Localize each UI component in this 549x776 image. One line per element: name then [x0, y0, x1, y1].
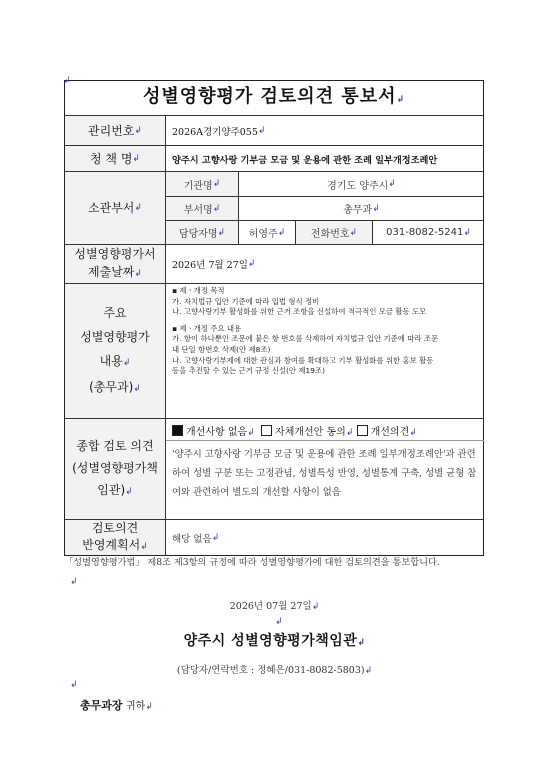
paragraph-mark: ↲ — [70, 577, 78, 587]
checkbox-none[interactable] — [172, 425, 183, 436]
mgmt-no-value: 2026A경기양주055 ↲ — [172, 125, 266, 138]
plan-label: 검토의견 반영계획서↲ — [65, 520, 165, 555]
paragraph-mark: ↲ — [275, 617, 283, 627]
content-line: 나. 고향사랑기부 활성화를 위한 근거 조항을 신설하여 적극적인 모금 활동 도모 — [172, 307, 427, 317]
phone-label: 전화번호 ↲ — [296, 221, 372, 244]
checkbox-self[interactable] — [261, 425, 272, 436]
content-line: 가. 자치법규 입안 기준에 따라 입법 형식 정비 — [172, 296, 320, 306]
mgmt-no-label: 관리번호 ↲ — [65, 116, 165, 145]
opinion-text: '양주시 고향사랑 기부금 모금 및 운용에 관한 조례 일부개정조례안'과 관련하여 성별 구분 또는 고정관념, 성별특성 반영, 성별통계 구축, 성별 균형 참여와 관련하여 별도의 개선할 사항이 없음 — [172, 449, 477, 498]
policy-value: 양주시 고향사랑 기부금 모금 및 운용에 관한 조례 일부개정조례안 — [172, 154, 438, 166]
manager-value: 허영주 ↲ — [248, 227, 286, 240]
agency-value: 경기도 양주시 ↲ — [327, 179, 396, 192]
checkbox-opinion-label: 개선의견 — [370, 427, 410, 438]
checkbox-self-label: 자체개선안 동의 — [275, 427, 346, 438]
content-line: 등을 추진할 수 있는 근거 규정 신설(안 제19조) — [172, 366, 325, 376]
row-divider — [165, 440, 484, 441]
recipient: 총무과장 귀하↲ — [80, 699, 153, 712]
submit-date-label: 성별영향평가서 제출날짜↲ — [65, 245, 165, 283]
policy-label: 청 책 명 ↲ — [65, 146, 165, 171]
content-line: 내 단일 항번호 삭제(안 제8조) — [172, 344, 271, 354]
content-line: 나. 고향사랑기부제에 대한 관심과 참여를 확대하고 기부 활성화를 위한 홍보 활동 — [172, 355, 434, 365]
division-value: 총무과 ↲ — [343, 203, 380, 216]
checkbox-none-label: 개선사항 없음 — [186, 427, 248, 438]
contact-info: (담당자/연락번호 : 정혜은/031-8082-5803)↲ — [176, 665, 373, 676]
content-body — [172, 286, 483, 416]
agency-label: 기관명 ↲ — [166, 172, 238, 196]
submit-date-value: 2026년 7월 27일 ↲ — [172, 259, 256, 271]
phone-value: 031-8082-5241 ↲ — [386, 227, 471, 238]
issuer-name: 양주시 성별영향평가책임관↲ — [183, 633, 366, 649]
paragraph-mark: ↲ — [70, 680, 78, 690]
manager-label: 담당자명 ↲ — [166, 221, 238, 244]
content-line: 가. 항이 하나뿐인 조문에 붙은 항 번호를 삭제하여 자치법규 입안 기준에 따라 조문 — [172, 334, 439, 344]
division-label: 부서명 ↲ — [166, 197, 238, 220]
content-label: 주요 성별영향평가 내용↲ (총무과)↲ — [65, 284, 165, 418]
document-title: 성별영향평가 검토의견 통보서↲ — [142, 86, 406, 107]
review-checkboxes: 개선사항 없음↲ 자체개선안 동의↲ 개선의견↲ — [172, 423, 417, 438]
issue-date: 2026년 07월 27일↲ — [229, 601, 320, 612]
paragraph-mark: ↲ — [63, 76, 71, 86]
checkbox-opinion[interactable] — [357, 425, 368, 436]
content-line: ▪ 제ㆍ개정 주요 내용 — [172, 323, 242, 333]
notice-text: 「성별영향평가법」 제8조 제3항의 규정에 따라 성별영향평가에 대한 검토의견을 통보합니다. — [64, 557, 440, 568]
review-label: 종합 검토 의견 (성별영향평가책 임관)↲ — [65, 419, 165, 519]
content-line: ▪ 제ㆍ개정 목적 — [172, 286, 225, 295]
dept-label: 소관부서 ↲ — [65, 172, 165, 244]
plan-value: 해당 없음 ↲ — [172, 532, 220, 545]
